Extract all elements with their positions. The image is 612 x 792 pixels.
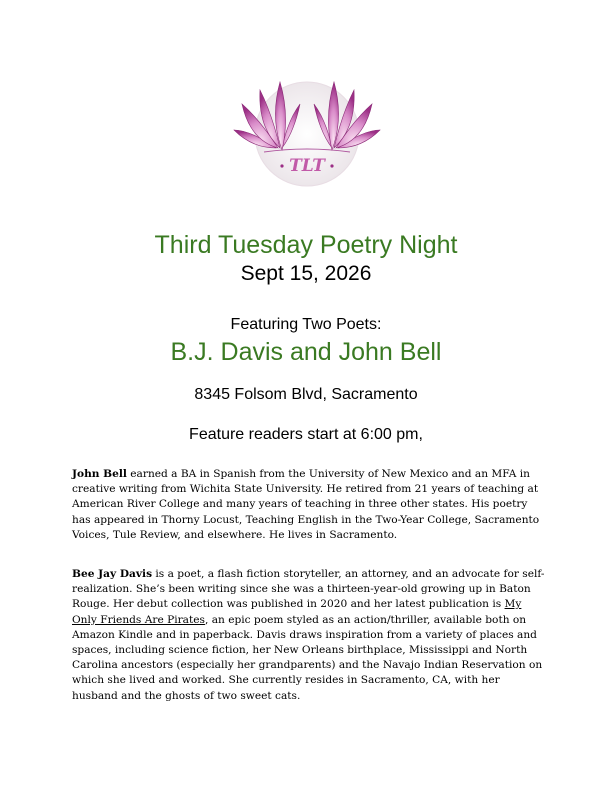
- book-title: My Only Friends Are Pirates: [72, 598, 522, 626]
- event-date: Sept 15, 2026: [240, 262, 372, 285]
- bio-text: is a poet, a flash fiction storyteller, an attorney, and an advocate for self-realization. She’s been writing since she was a thirteen-year-old growing up in Baton Rouge. Her debut collection was published in 2020 and her latest publication is: [72, 568, 545, 611]
- bio-bee-jay-davis: [72, 567, 548, 704]
- bio-text: , an epic poem styled as an action/thriller, available both on Amazon Kindle and in paperback. Davis draws inspiration from a variety of places and spaces, including science fiction, her New Orleans birthplace, Mississippi and North Carolina ancestors (especially her grandparents) and the Navajo Indian Reservation on which she lived and worked. She currently resides in Sacramento, CA, with her husband and the ghosts of two sweet cats.: [72, 613, 543, 702]
- event-title: Third Tuesday Poetry Night: [154, 231, 458, 259]
- bio-name: Bee Jay Davis: [72, 568, 153, 580]
- bio-john-bell: [72, 467, 548, 543]
- logo-text: TLT: [289, 156, 325, 176]
- featured-poets: B.J. Davis and John Bell: [170, 338, 442, 366]
- event-time: Feature readers start at 6:00 pm,: [189, 426, 423, 443]
- bio-text: earned a BA in Spanish from the University of New Mexico and an MFA in creative writing from Wichita State University. He retired from 21 years of teaching at American River College and many years of teaching in three other states. His poetry has appeared in Thorny Locust, Teaching English in the Two-Year College, Sacramento Voices, Tule Review, and elsewhere. He lives in Sacramento.: [72, 468, 540, 541]
- bio-name: John Bell: [72, 468, 127, 480]
- lotus-logo: [224, 76, 390, 188]
- event-address: 8345 Folsom Blvd, Sacramento: [194, 386, 418, 403]
- featuring-label: Featuring Two Poets:: [230, 316, 382, 333]
